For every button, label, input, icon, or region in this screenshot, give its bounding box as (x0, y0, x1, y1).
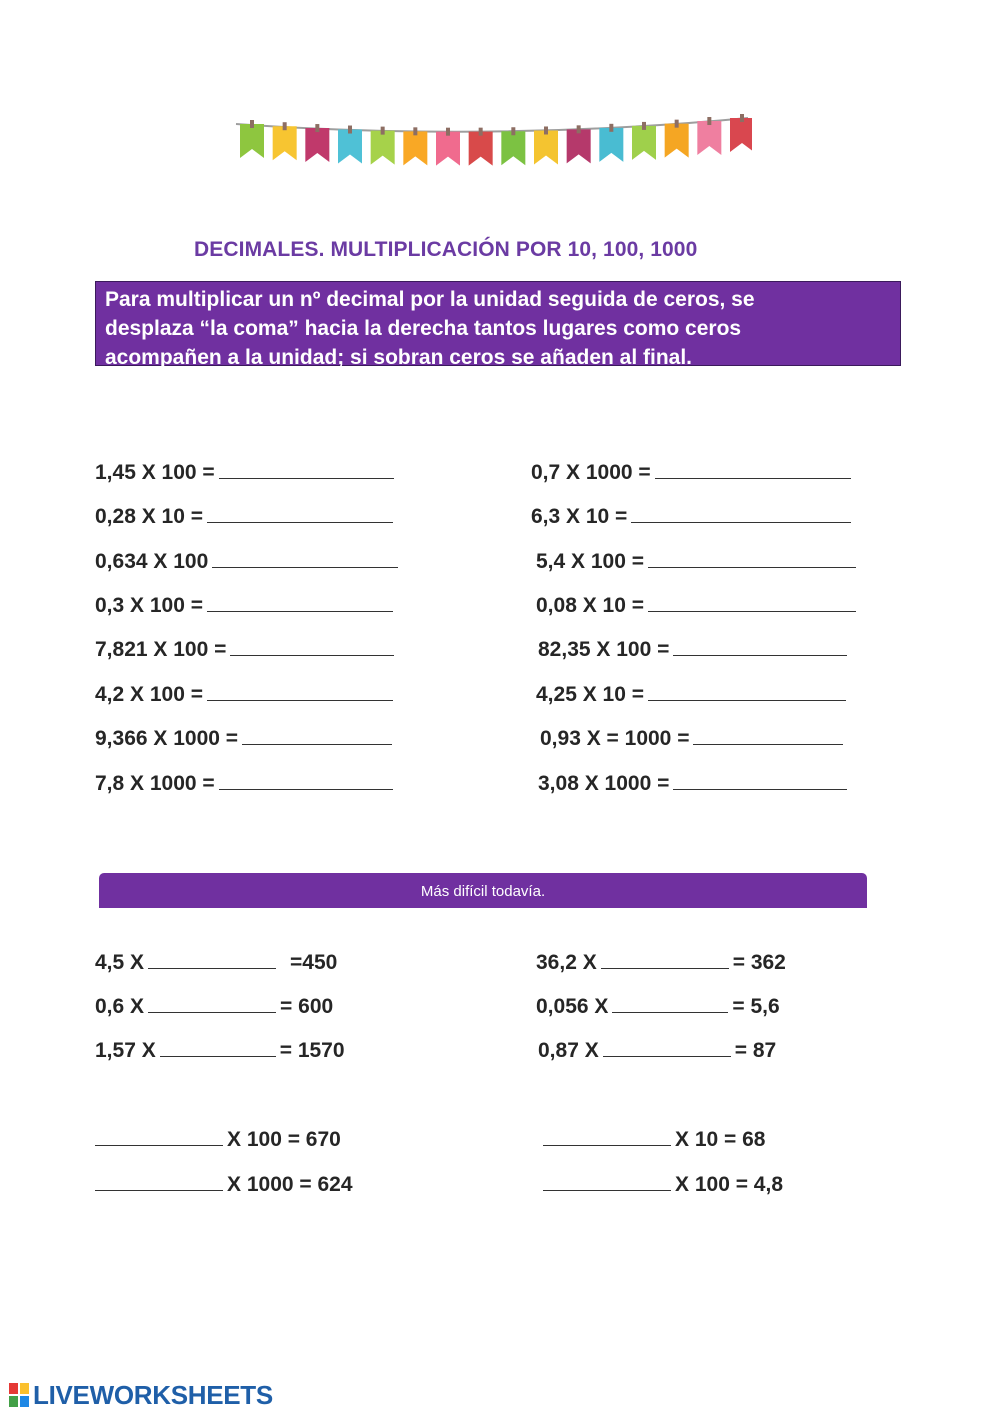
exercise-row (536, 593, 860, 621)
bunting-flag (665, 124, 689, 158)
answer-blank[interactable] (212, 549, 398, 568)
bunting-flag (338, 130, 362, 164)
bunting-flag (273, 126, 297, 160)
answer-blank[interactable] (655, 460, 851, 479)
answer-blank[interactable] (95, 1172, 223, 1191)
bunting-clip (446, 128, 450, 136)
exercise-row (95, 1172, 353, 1200)
bunting-flag (469, 132, 493, 166)
exercise-text: 1,57 X (95, 1039, 156, 1062)
exercise-text: X 100 = 4,8 (675, 1173, 784, 1196)
exercise-text: 0,08 X 10 = (536, 594, 645, 617)
answer-blank[interactable] (648, 549, 856, 568)
exercise-text: 7,821 X 100 = (95, 638, 227, 661)
answer-blank[interactable] (95, 1127, 223, 1146)
bunting-flag (305, 128, 329, 162)
bunting-clip (479, 128, 483, 136)
exercise-text: 1,45 X 100 = (95, 461, 215, 484)
answer-blank[interactable] (648, 593, 856, 612)
logo-text: LIVEWORKSHEETS (33, 1379, 273, 1410)
exercise-text: 4,25 X 10 = (536, 683, 645, 706)
exercise-row (543, 1172, 783, 1200)
exercise-text: 0,87 X (538, 1039, 599, 1062)
exercise-result: = 87 (734, 1039, 777, 1062)
bunting-flag (436, 132, 460, 166)
exercise-result: =450 (290, 951, 338, 974)
answer-blank[interactable] (230, 637, 394, 656)
answer-blank[interactable] (219, 460, 394, 479)
exercise-text: 0,93 X = 1000 = (540, 727, 690, 750)
exercise-row (536, 682, 850, 710)
bunting-flag (371, 131, 395, 165)
section-banner: Más difícil todavía. (99, 873, 867, 908)
exercise-row (538, 637, 851, 665)
bunting-clip (707, 117, 711, 125)
rule-line: desplaza “la coma” hacia la derecha tantos lugares como ceros (105, 317, 742, 340)
bunting-flag (632, 126, 656, 160)
exercise-row (95, 682, 397, 710)
exercise-result: = 600 (280, 995, 334, 1018)
bunting-decoration (232, 112, 752, 182)
exercise-result: = 5,6 (732, 995, 780, 1018)
exercise-row (95, 460, 398, 488)
exercise-row (531, 504, 855, 532)
bunting-flag (403, 131, 427, 165)
exercise-text: 36,2 X (536, 951, 597, 974)
exercise-row (536, 549, 860, 577)
bunting-flag (567, 129, 591, 163)
exercise-row (95, 950, 337, 978)
exercise-text: 0,3 X 100 = (95, 594, 204, 617)
answer-blank[interactable] (160, 1038, 276, 1057)
answer-blank[interactable] (631, 504, 851, 523)
bunting-clip (511, 127, 515, 135)
answer-blank[interactable] (219, 771, 393, 790)
bunting-clip (381, 127, 385, 135)
rule-line: acompañen a la unidad; si sobran ceros se añaden al final. (105, 346, 693, 369)
answer-blank[interactable] (207, 593, 393, 612)
bunting-clip (283, 122, 287, 130)
answer-blank[interactable] (148, 994, 276, 1013)
answer-blank[interactable] (603, 1038, 731, 1057)
bunting-clip (348, 126, 352, 134)
exercise-text: 6,3 X 10 = (531, 505, 628, 528)
answer-blank[interactable] (673, 771, 847, 790)
bunting-clip (544, 126, 548, 134)
answer-blank[interactable] (148, 950, 276, 969)
exercise-text: X 100 = 670 (227, 1128, 341, 1151)
exercise-text: 9,366 X 1000 = (95, 727, 239, 750)
answer-blank[interactable] (601, 950, 729, 969)
bunting-flag (240, 124, 264, 158)
exercise-row (538, 771, 851, 799)
exercise-row (536, 950, 786, 978)
exercise-text: 0,634 X 100 (95, 550, 209, 573)
bunting-clip (642, 122, 646, 130)
bunting-clip (413, 127, 417, 135)
exercise-row (95, 771, 397, 799)
answer-blank[interactable] (543, 1127, 671, 1146)
exercise-row (95, 504, 397, 532)
exercise-row (531, 460, 855, 488)
answer-blank[interactable] (207, 504, 393, 523)
exercise-text: X 1000 = 624 (227, 1173, 353, 1196)
answer-blank[interactable] (693, 726, 843, 745)
exercise-row (95, 1127, 341, 1155)
bunting-clip (609, 124, 613, 132)
exercise-text: X 10 = 68 (675, 1128, 766, 1151)
exercise-text: 7,8 X 1000 = (95, 772, 215, 795)
answer-blank[interactable] (612, 994, 728, 1013)
exercise-text: 0,28 X 10 = (95, 505, 204, 528)
exercise-row (95, 1038, 345, 1066)
exercise-row (95, 593, 397, 621)
exercise-text: 0,7 X 1000 = (531, 461, 651, 484)
answer-blank[interactable] (207, 682, 393, 701)
exercise-text: 4,5 X (95, 951, 145, 974)
exercise-row (95, 994, 333, 1022)
exercise-text: 3,08 X 1000 = (538, 772, 670, 795)
exercise-text: 5,4 X 100 = (536, 550, 645, 573)
exercise-row (95, 726, 396, 754)
bunting-flag (599, 128, 623, 162)
page-title: DECIMALES. MULTIPLICACIÓN POR 10, 100, 1000 (194, 238, 698, 261)
exercise-row (538, 1038, 776, 1066)
rule-line: Para multiplicar un nº decimal por la unidad seguida de ceros, se (105, 288, 755, 311)
exercise-text: 82,35 X 100 = (538, 638, 670, 661)
bunting-clip (740, 114, 744, 122)
exercise-text: 0,056 X (536, 995, 609, 1018)
bunting-flag (501, 131, 525, 165)
answer-blank[interactable] (242, 726, 392, 745)
bunting-flag (730, 118, 752, 152)
exercise-text: 0,6 X (95, 995, 145, 1018)
exercise-text: 4,2 X 100 = (95, 683, 204, 706)
exercise-row (95, 637, 398, 665)
bunting-clip (250, 120, 254, 128)
answer-blank[interactable] (673, 637, 847, 656)
bunting-clip (315, 124, 319, 132)
logo-icon (8, 1382, 30, 1408)
bunting-flag (534, 130, 558, 164)
exercise-row (95, 549, 402, 577)
exercise-row (543, 1127, 766, 1155)
exercise-result: = 362 (732, 951, 786, 974)
answer-blank[interactable] (543, 1172, 671, 1191)
bunting-clip (675, 120, 679, 128)
bunting-flag (697, 121, 721, 155)
answer-blank[interactable] (648, 682, 846, 701)
liveworksheets-logo (8, 1380, 273, 1410)
bunting-clip (577, 125, 581, 133)
rule-box (95, 281, 901, 369)
exercise-row (536, 994, 780, 1022)
exercise-result: = 1570 (279, 1039, 345, 1062)
exercise-row (540, 726, 847, 754)
